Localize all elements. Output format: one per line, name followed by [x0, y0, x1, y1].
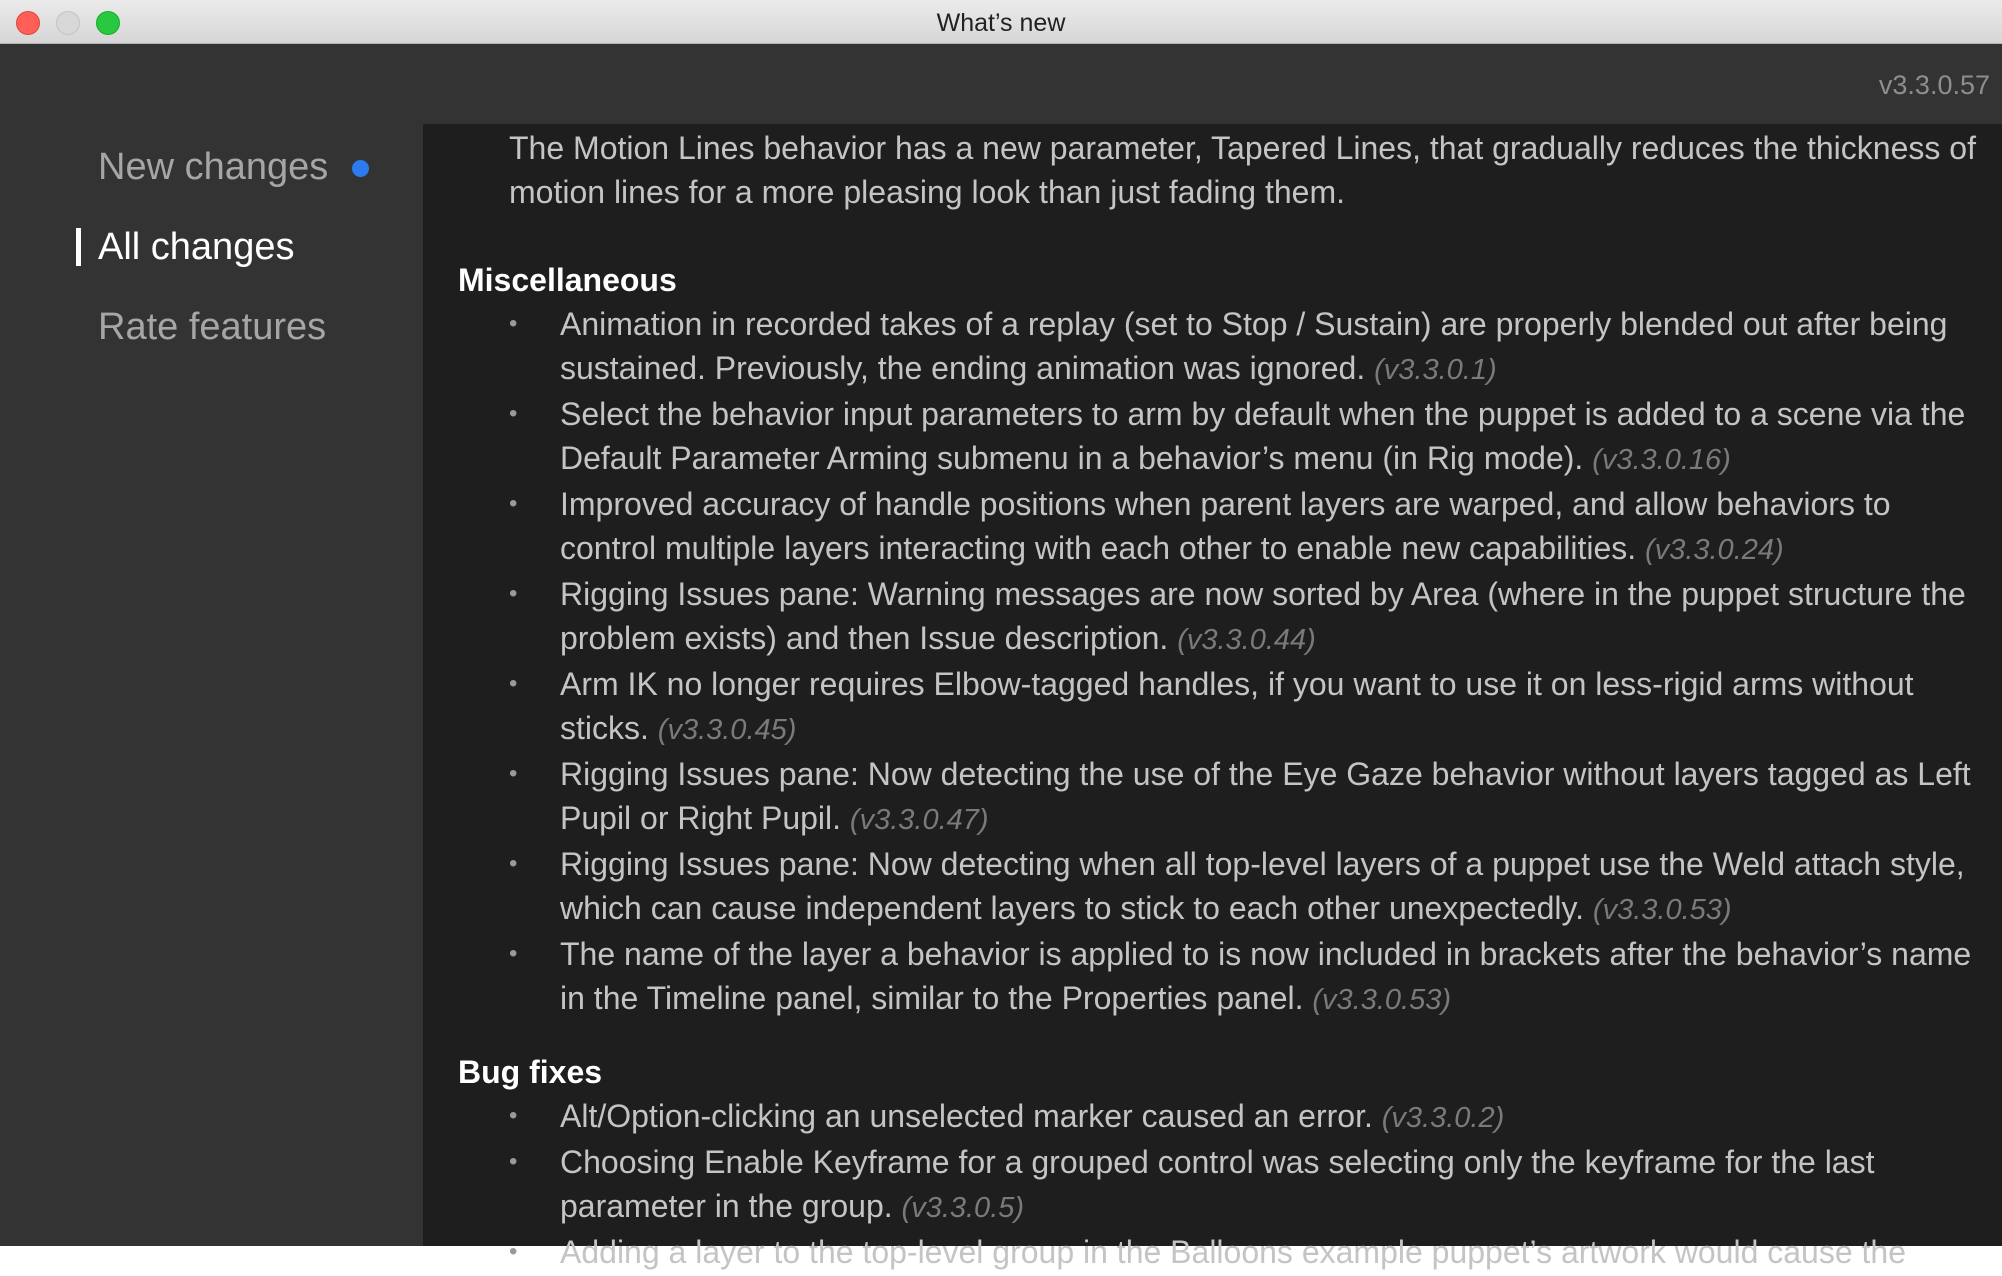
- unread-dot-icon: [352, 160, 369, 177]
- item-version: (v3.3.0.53): [1312, 984, 1452, 1016]
- bullet-icon: •: [509, 310, 518, 337]
- list-item: [423, 662, 2002, 752]
- item-text: Select the behavior input parameters to arm by default when the puppet is added to a scene via the Default Parameter Arming submenu in a behavior’s menu (in Rig mode).: [560, 396, 1966, 476]
- list-item: [423, 752, 2002, 842]
- list-item: [423, 392, 2002, 482]
- item-version: (v3.3.0.5): [901, 1192, 1025, 1224]
- item-text: Animation in recorded takes of a replay (set to Stop / Sustain) are properly blended out after being sustained. Previously, the ending animation was ignored.: [560, 306, 1948, 386]
- item-version: (v3.3.0.47): [849, 804, 989, 836]
- nav-item-rate-features[interactable]: Rate features: [98, 306, 327, 348]
- bullet-icon: •: [509, 580, 518, 607]
- section-heading-bug-fixes: Bug fixes: [458, 1054, 603, 1090]
- list-item: [423, 1094, 2002, 1140]
- list-item: [423, 932, 2002, 1022]
- item-text: Choosing Enable Keyframe for a grouped control was selecting only the keyframe for the last parameter in the group.: [560, 1144, 1875, 1224]
- version-label: v3.3.0.57: [1878, 70, 1990, 100]
- item-text: Alt/Option-clicking an unselected marker caused an error.: [560, 1098, 1373, 1134]
- bullet-icon: •: [509, 1238, 518, 1265]
- changes-content-pane[interactable]: [423, 124, 2002, 1270]
- item-version: (v3.3.0.53): [1592, 894, 1732, 926]
- item-version: (v3.3.0.1): [1374, 354, 1497, 386]
- bullet-icon: •: [509, 670, 518, 697]
- item-text: The name of the layer a behavior is applied to is now included in brackets after the behavior’s name in the Timeline panel, similar to the Properties panel.: [560, 936, 1972, 1016]
- window-title: What’s new: [936, 9, 1066, 37]
- intro-paragraph: The Motion Lines behavior has a new parameter, Tapered Lines, that gradually reduces the thickness of motion lines for a more pleasing look than just fading them.: [509, 130, 1976, 210]
- list-item: [423, 482, 2002, 572]
- bug-fixes-list: [423, 1094, 2002, 1276]
- bullet-icon: •: [509, 490, 518, 517]
- item-text: Rigging Issues pane: Warning messages are now sorted by Area (where in the puppet structure the problem exists) and then Issue description.: [560, 576, 1966, 656]
- active-indicator: [76, 228, 81, 266]
- title-bar: [0, 0, 2002, 44]
- list-item: [423, 302, 2002, 392]
- item-text: Rigging Issues pane: Now detecting the use of the Eye Gaze behavior without layers tagged as Left Pupil or Right Pupil.: [560, 756, 1971, 836]
- section-heading-miscellaneous: Miscellaneous: [458, 262, 677, 298]
- bullet-icon: •: [509, 850, 518, 877]
- list-item: [423, 572, 2002, 662]
- bullet-icon: •: [509, 400, 518, 427]
- list-item: [423, 842, 2002, 932]
- bullet-icon: •: [509, 940, 518, 967]
- item-text: Rigging Issues pane: Now detecting when all top-level layers of a puppet use the Weld attach style, which can cause independent layers to stick to each other unexpectedly.: [560, 846, 1965, 926]
- bullet-icon: •: [509, 760, 518, 787]
- item-version: (v3.3.0.24): [1645, 534, 1784, 566]
- bullet-icon: •: [509, 1148, 518, 1175]
- list-item: [423, 1230, 2002, 1276]
- item-text: Arm IK no longer requires Elbow-tagged handles, if you want to use it on less-rigid arms without sticks.: [560, 666, 1914, 746]
- nav-item-new-changes[interactable]: New changes: [98, 146, 329, 188]
- item-text: Adding a layer to the top-level group in the Balloons example puppet’s artwork would cause the: [560, 1234, 1907, 1270]
- miscellaneous-list: [423, 302, 2002, 1022]
- bullet-icon: •: [509, 1102, 518, 1129]
- item-version: (v3.3.0.44): [1177, 624, 1316, 656]
- nav-item-all-changes[interactable]: All changes: [98, 226, 295, 268]
- item-version: (v3.3.0.16): [1592, 444, 1731, 476]
- item-version: (v3.3.0.45): [657, 714, 797, 746]
- list-item: [423, 1140, 2002, 1230]
- item-version: (v3.3.0.2): [1381, 1102, 1505, 1134]
- item-text: Improved accuracy of handle positions when parent layers are warped, and allow behaviors to control multiple layers interacting with each other to enable new capabilities.: [560, 486, 1891, 566]
